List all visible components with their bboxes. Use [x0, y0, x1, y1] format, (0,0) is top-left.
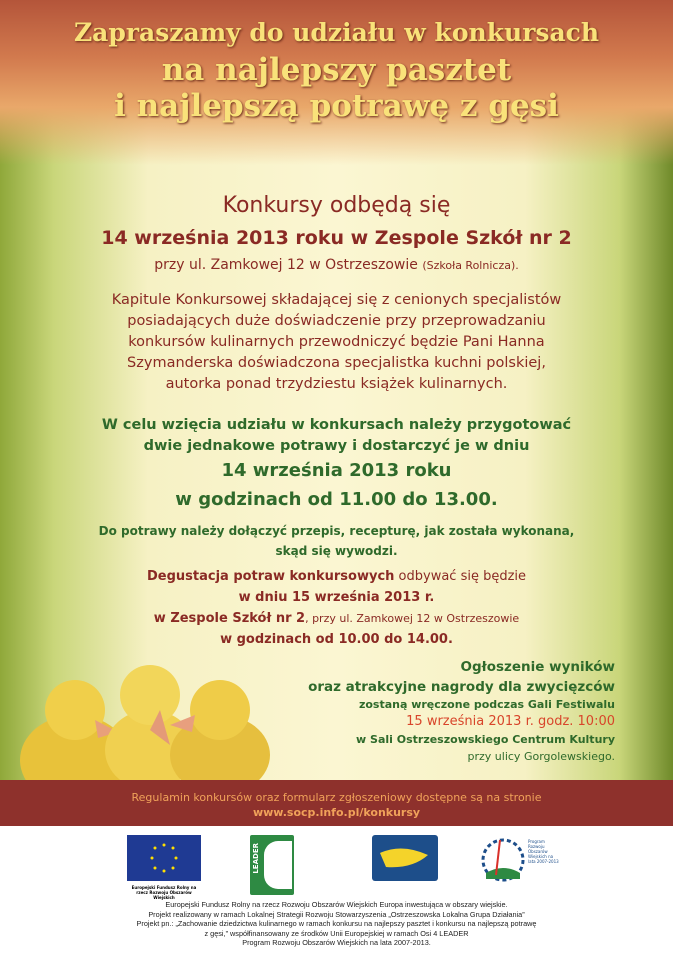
- jury-text: Kapitule Konkursowej składającej się z cenionych specjalistów posiadających duże doświadczenie przy przeprowadzaniu konkursów kulinarnych przewodniczyć będzie Pani Hanna Szymanderska doświadczona specjalistka kuchni polskiej, autorka ponad trzydziestu książek kulinarnych.: [111, 292, 562, 392]
- participation-date: 14 września 2013 roku: [221, 460, 452, 481]
- eu-flag-icon: [127, 835, 201, 881]
- intro-date-place: 14 września 2013 roku w Zespole Szkół nr 2: [101, 227, 572, 249]
- gosling-3: [170, 680, 270, 780]
- results-block: Ogłoszenie wyników oraz atrakcyjne nagrody dla zwycięzców zostaną wręczone podczas Gali Festiwalu 15 września 2013 r. godz. 10:00 w Sali Ostrzeszowskiego Centrum Kultury przy ulicy Gorgolewskiego.: [308, 659, 615, 763]
- footer-banner: [0, 780, 673, 826]
- poster-header: [0, 0, 673, 165]
- prow-logo: Program Rozwoju Obszarów Wiejskich na lata 2007-2013: [478, 835, 560, 890]
- headline-2: na najlepszy pasztet: [161, 52, 512, 88]
- footer-link[interactable]: www.socp.info.pl/konkursy: [252, 806, 421, 819]
- hand-logo: [372, 835, 438, 881]
- headline-3: i najlepszą potrawę z gęsi: [114, 88, 559, 124]
- participation-text: W celu wzięcia udziału w konkursach należy przygotować dwie jednakowe potrawy i dostarczyć je w dniu: [101, 417, 572, 454]
- sponsor-logos: [0, 835, 673, 905]
- intro-address: przy ul. Zamkowej 12 w Ostrzeszowie (Szkoła Rolnicza).: [154, 257, 519, 273]
- leader-logo: LEADER: [250, 835, 294, 895]
- prow-emblem-icon: [478, 835, 528, 885]
- credits-text: Europejski Fundusz Rolny na rzecz Rozwoju Obszarów Wiejskich Europa inwestująca w obszary wiejskie. Projekt realizowany w ramach Lokalnej Strategii Rozwoju Stowarzyszenia „Ostrzeszowska Lokalna Grupa Działania” Projekt pn.: „Zachowanie dziedzictwa kulinarnego w ramach konkursu na najlepszy pasztet i konkursu na najlepszą potrawę z gęsi,” współfinansowany ze środków Unii Europejskiej w ramach Osi 4 LEADER Program Rozwoju Obszarów Wiejskich na lata 2007-2013.: [136, 900, 537, 947]
- footer-text: Regulamin konkursów oraz formularz zgłoszeniowy dostępne są na stronie: [131, 791, 542, 804]
- hand-icon: [372, 835, 438, 881]
- intro-title: Konkursy odbędą się: [222, 193, 451, 218]
- goslings-image: [20, 650, 270, 780]
- participation-hours: w godzinach od 11.00 do 13.00.: [175, 489, 498, 510]
- recipe-text: Do potrawy należy dołączyć przepis, recepturę, jak została wykonana, skąd się wywodzi.: [98, 524, 575, 558]
- eu-logo: Europejski Fundusz Rolny na rzecz Rozwoju Obszarów Wiejskich: [127, 835, 201, 895]
- tasting-text: Degustacja potraw konkursowych odbywać się będzie w dniu 15 września 2013 r. w Zespole Szkół nr 2, przy ul. Zamkowej 12 w Ostrzeszowie w godzinach od 10.00 do 14.00.: [146, 569, 527, 647]
- headline-1: Zapraszamy do udziału w konkursach: [73, 18, 600, 47]
